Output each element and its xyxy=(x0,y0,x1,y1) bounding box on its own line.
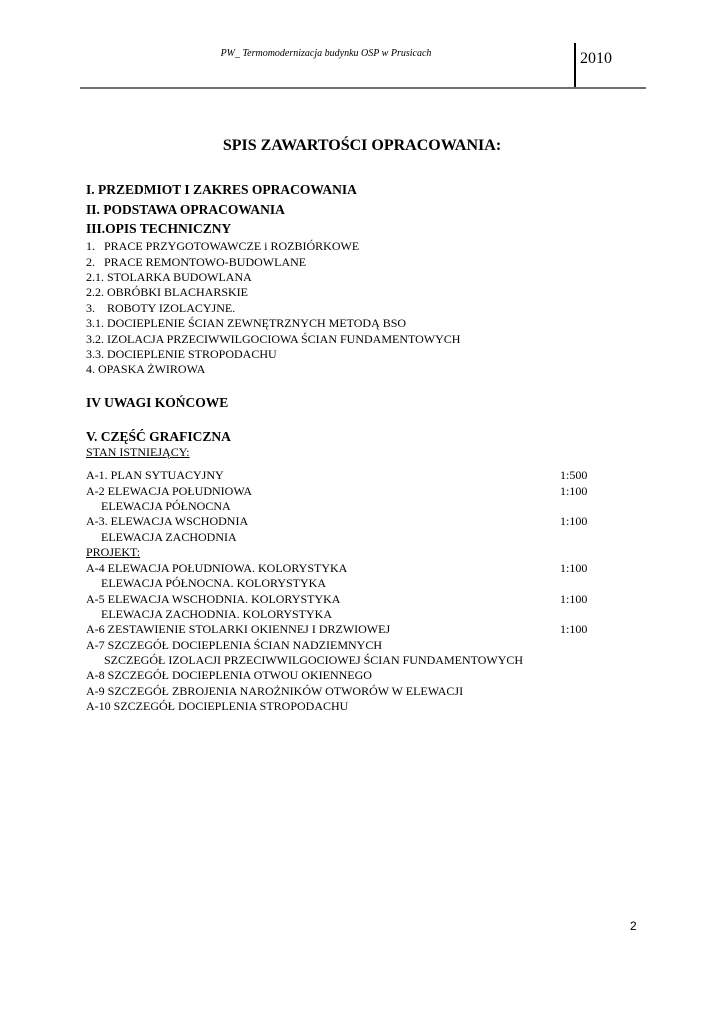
page-title: SPIS ZAWARTOŚCI OPRACOWANIA: xyxy=(222,137,502,154)
drawing-item: ELEWACJA ZACHODNIA. KOLORYSTYKA xyxy=(86,607,332,621)
header-title: PW_ Termomodernizacja budynku OSP w Prusicach xyxy=(220,48,432,59)
toc-item: 4. OPASKA ŻWIROWA xyxy=(86,362,206,376)
toc-item: 2.1. STOLARKA BUDOWLANA xyxy=(86,270,252,284)
drawing-scale: 1:100 xyxy=(560,561,588,575)
drawing-item: A-8 SZCZEGÓŁ DOCIEPLENIA OTWOU OKIENNEGO xyxy=(86,668,372,682)
drawing-item: A-1. PLAN SYTUACYJNY xyxy=(86,468,224,482)
toc-item: 3. ROBOTY IZOLACYJNE. xyxy=(86,301,236,315)
header-divider xyxy=(574,43,576,88)
toc-item: 3.2. IZOLACJA PRZECIWWILGOCIOWA ŚCIAN FUNDAMENTOWYCH xyxy=(86,332,461,346)
section-heading: I. PRZEDMIOT I ZAKRES OPRACOWANIA xyxy=(86,182,357,197)
section-heading: IV UWAGI KOŃCOWE xyxy=(86,395,229,410)
toc-item: 3.3. DOCIEPLENIE STROPODACHU xyxy=(86,347,277,361)
header-rule xyxy=(80,87,646,89)
toc-item: 1. PRACE PRZYGOTOWAWCZE i ROZBIÓRKOWE xyxy=(86,239,360,253)
section-heading: II. PODSTAWA OPRACOWANIA xyxy=(86,202,285,217)
toc-item: 3.1. DOCIEPLENIE ŚCIAN ZEWNĘTRZNYCH METODĄ BSO xyxy=(86,316,407,330)
drawing-item: A-9 SZCZEGÓŁ ZBROJENIA NAROŻNIKÓW OTWORÓW W ELEWACJI xyxy=(86,684,464,698)
drawing-item: ELEWACJA ZACHODNIA xyxy=(86,530,237,544)
drawing-item: SZCZEGÓŁ IZOLACJI PRZECIWWILGOCIOWEJ ŚCIAN FUNDAMENTOWYCH xyxy=(86,653,524,667)
drawing-item: A-6 ZESTAWIENIE STOLARKI OKIENNEJ I DRZWIOWEJ xyxy=(86,622,391,636)
header-year: 2010 xyxy=(580,50,612,67)
page-number: 2 xyxy=(630,919,637,933)
drawing-item: ELEWACJA PÓŁNOCNA. KOLORYSTYKA xyxy=(86,576,327,590)
drawing-item: A-7 SZCZEGÓŁ DOCIEPLENIA ŚCIAN NADZIEMNYCH xyxy=(86,638,382,652)
drawing-scale: 1:100 xyxy=(560,622,588,636)
toc-item: 2. PRACE REMONTOWO-BUDOWLANE xyxy=(86,255,307,269)
drawing-item: A-3. ELEWACJA WSCHODNIA xyxy=(86,514,249,528)
drawing-scale: 1:100 xyxy=(560,592,588,606)
drawing-item: A-4 ELEWACJA POŁUDNIOWA. KOLORYSTYKA xyxy=(86,561,348,575)
drawing-item: A-10 SZCZEGÓŁ DOCIEPLENIA STROPODACHU xyxy=(86,699,349,713)
drawing-item: A-5 ELEWACJA WSCHODNIA. KOLORYSTYKA xyxy=(86,592,341,606)
drawing-scale: 1:100 xyxy=(560,514,588,528)
section-heading: V. CZĘŚĆ GRAFICZNA xyxy=(86,429,231,444)
drawing-scale: 1:100 xyxy=(560,484,588,498)
subsection-label: STAN ISTNIEJĄCY: xyxy=(86,445,190,459)
subsection-label: PROJEKT: xyxy=(86,545,141,559)
toc-item: 2.2. OBRÓBKI BLACHARSKIE xyxy=(86,285,249,299)
drawing-item: ELEWACJA PÓŁNOCNA xyxy=(86,499,231,513)
drawing-item: A-2 ELEWACJA POŁUDNIOWA xyxy=(86,484,252,498)
drawing-scale: 1:500 xyxy=(560,468,588,482)
section-heading: III.OPIS TECHNICZNY xyxy=(86,221,232,236)
